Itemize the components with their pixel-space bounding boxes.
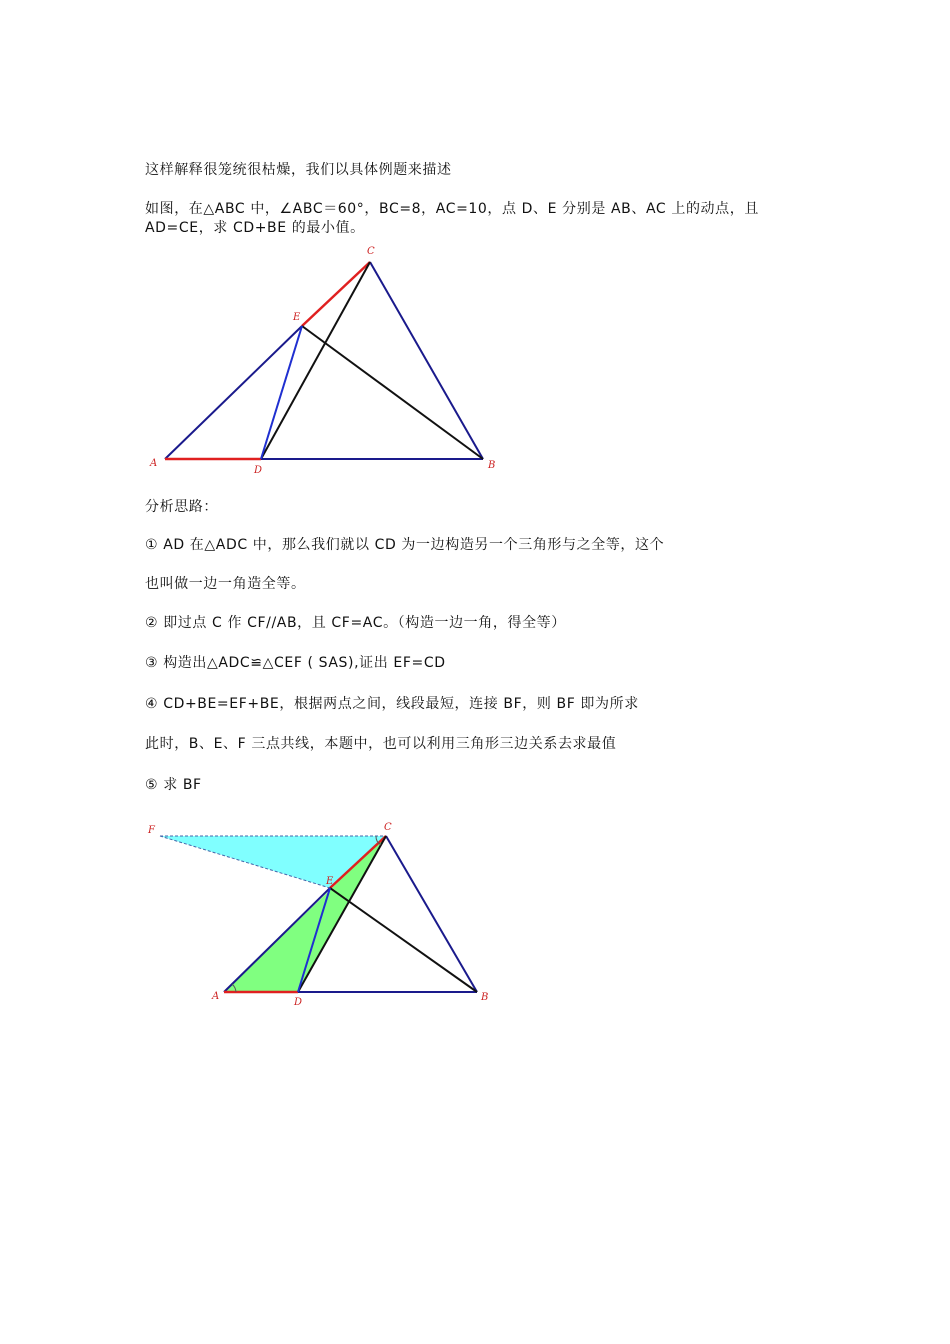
problem-line-1: 如图，在△ABC 中，∠ABC＝60°，BC=8，AC=10，点 D、E 分别是 AB、AC 上的动点，且 [145, 201, 759, 217]
segment-ce [302, 262, 370, 326]
problem-line-2: AD=CE，求 CD+BE 的最小值。 [145, 220, 365, 236]
label-b: B [481, 992, 489, 1003]
side-cb [386, 836, 477, 992]
analysis-heading: 分析思路： [145, 499, 218, 515]
figure-2-construction [140, 815, 510, 1015]
label-c: C [384, 822, 392, 833]
segment-be [302, 326, 483, 459]
label-b: B [488, 460, 496, 471]
label-c: C [367, 246, 375, 257]
label-e: E [326, 876, 334, 887]
label-e: E [293, 312, 301, 323]
step-5: ⑤ 求 BF [145, 777, 202, 793]
figure-1-triangle [140, 240, 520, 480]
label-d: D [294, 997, 303, 1008]
intro-text: 这样解释很笼统很枯燥，我们以具体例题来描述 [145, 162, 452, 178]
segment-cd [261, 262, 370, 459]
label-a: A [212, 991, 220, 1002]
label-d: D [254, 465, 263, 476]
step-1a: ① AD 在△ADC 中，那么我们就以 CD 为一边构造另一个三角形与之全等，这个 [145, 537, 665, 553]
label-f: F [148, 825, 155, 836]
label-a: A [150, 458, 158, 469]
step-1b: 也叫做一边一角造全等。 [145, 576, 306, 592]
side-cb [370, 262, 483, 459]
step-4b: 此时，B、E、F 三点共线，本题中，也可以利用三角形三边关系去求最值 [145, 736, 617, 752]
segment-eb [330, 888, 477, 992]
step-3: ③ 构造出△ADC≌△CEF ( SAS),证出 EF=CD [145, 655, 446, 671]
step-2: ② 即过点 C 作 CF//AB，且 CF=AC。（构造一边一角，得全等） [145, 615, 566, 631]
step-4a: ④ CD+BE=EF+BE，根据两点之间，线段最短，连接 BF，则 BF 即为所求 [145, 696, 639, 712]
